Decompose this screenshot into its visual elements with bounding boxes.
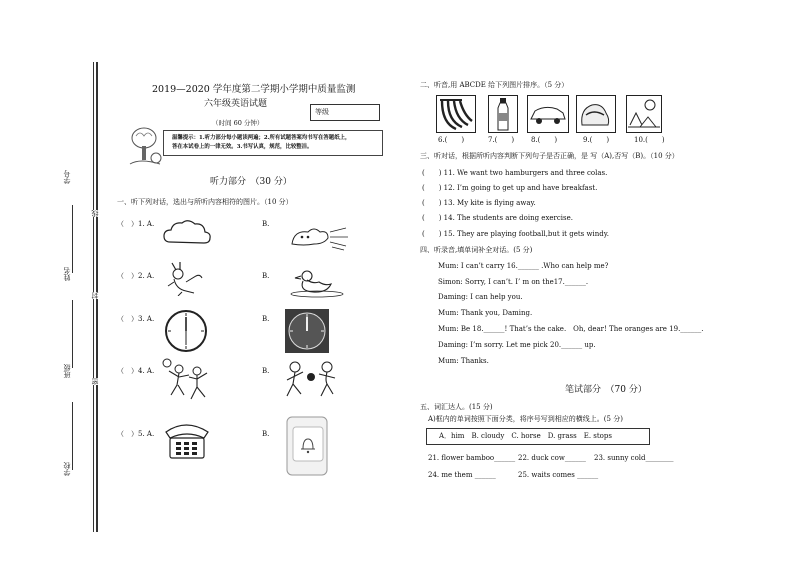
q4-line-6: Daming: I’m sorry. Let me pick 20.______ up. <box>438 341 596 349</box>
q1-item-2-b: B. <box>262 272 270 280</box>
q1-item-5-b: B. <box>262 430 270 438</box>
q1-item-3-b: B. <box>262 315 270 323</box>
listening-heading: 听力部分 （30 分） <box>210 177 292 187</box>
q2-title: 二、听音,用 ABCDE 给下列图片排序。（5 分） <box>420 81 569 89</box>
q1-item-5-number: （ ）5. A. <box>117 430 155 438</box>
q3-line-13: ( ) 13. My kite is flying away. <box>422 199 536 207</box>
class-label: 班级 <box>63 364 71 378</box>
q4-title: 四、听录音,填单词补全对话。(5 分) <box>420 246 533 254</box>
seat-label: 学号 <box>63 170 71 184</box>
written-heading: 笔试部分 （70 分） <box>565 385 647 395</box>
binding-seal-feng: 封 <box>91 292 99 299</box>
q5-item-21[interactable]: 21. flower bamboo______ <box>428 454 516 462</box>
wind-icon <box>288 222 350 252</box>
q5-item-25[interactable]: 25. waits comes ______ <box>518 471 599 479</box>
name-field-line[interactable] <box>72 205 73 273</box>
children-football-icon <box>281 357 341 403</box>
dark-clock-icon <box>285 309 329 353</box>
exam-subtitle: 六年级英语试题 <box>204 99 268 109</box>
class-field-line[interactable] <box>72 300 73 368</box>
q4-line-1: Mum: I can’t carry 16.______ .Who can help me? <box>438 262 609 270</box>
tree-decoration-icon <box>124 124 168 168</box>
bananas-icon <box>436 95 476 133</box>
q4-line-3: Daming: I can help you. <box>438 293 523 301</box>
q2-slot-8[interactable]: 8.( ) <box>531 136 558 144</box>
children-playing-icon <box>161 357 211 403</box>
q4-line-4: Mum: Thank you, Daming. <box>438 309 533 317</box>
q5a-title: A)框内的单词按照下面分类，将序号写到相应的横线上。(5 分) <box>428 415 623 423</box>
scene-icon <box>626 95 662 133</box>
grade-label: 等级 <box>315 108 329 116</box>
name-label: 姓名 <box>63 267 71 281</box>
q4-line-5: Mum: Be 18.______! That’s the cake. Oh, dear! The oranges are 19.______. <box>438 325 704 333</box>
bottle-icon <box>488 95 518 133</box>
q1-item-4-number: （ ）4. A. <box>117 367 155 375</box>
tips-line-1: 温馨提示：1.听力部分每小题读两遍；2.所有试题答案均书写在答题纸上， <box>172 135 351 141</box>
q3-title: 三、听对话，根据所听内容判断下列句子是否正确，是 写（A),否写（B)。（10 分） <box>420 152 679 160</box>
telephone-icon <box>162 422 212 462</box>
q2-slot-10[interactable]: 10.( ) <box>634 136 665 144</box>
q1-item-1-number: （ ）1. A. <box>117 220 155 228</box>
q5-item-23[interactable]: 23. sunny cold________ <box>594 454 674 462</box>
q4-line-7: Mum: Thanks. <box>438 357 489 365</box>
q5-title: 五、词汇达人。(15 分) <box>420 403 493 411</box>
backpack-icon <box>576 95 616 133</box>
grade-box[interactable] <box>310 104 380 121</box>
q1-item-4-b: B. <box>262 367 270 375</box>
q5-item-22[interactable]: 22. duck cow______ <box>518 454 586 462</box>
q3-line-14: ( ) 14. The students are doing exercise. <box>422 214 573 222</box>
tips-line-2: 答在本试卷上的一律无效。3.书写认真，规范，比较整洁。 <box>172 144 313 150</box>
q2-slot-7[interactable]: 7.( ) <box>488 136 515 144</box>
q1-item-3-number: （ ）3. A. <box>117 315 155 323</box>
binding-seal-xian: 线 <box>91 210 99 217</box>
rabbit-icon <box>162 262 208 296</box>
car-icon <box>527 95 569 133</box>
q4-line-2: Simon: Sorry, I can’t. I’ m on the17.______. <box>438 278 589 286</box>
q2-slot-6[interactable]: 6.( ) <box>438 136 465 144</box>
binding-seal-mi: 密 <box>91 378 99 385</box>
clock-icon <box>164 309 208 353</box>
word-options-box <box>426 428 650 445</box>
q5-item-24[interactable]: 24. me them ______ <box>428 471 496 479</box>
q1-item-1-b: B. <box>262 220 270 228</box>
school-field-line[interactable] <box>72 402 73 470</box>
cloud-icon <box>162 218 212 248</box>
exam-time: （时间 60 分钟） <box>212 119 264 127</box>
duck-icon <box>289 268 345 298</box>
tips-box <box>163 130 383 156</box>
q3-line-12: ( ) 12. I’m going to get up and have breakfast. <box>422 184 598 192</box>
word-options: A．him B. cloudy C. horse D. grass E. stops <box>439 432 612 440</box>
doorbell-icon <box>285 415 329 477</box>
q2-slot-9[interactable]: 9.( ) <box>583 136 610 144</box>
q1-item-2-number: （ ）2. A. <box>117 272 155 280</box>
q3-line-15: ( ) 15. They are playing football,but it gets windy. <box>422 230 609 238</box>
q1-title: 一、听下列对话，选出与所听内容相符的图片。（10 分） <box>117 198 293 206</box>
school-label: 学校 <box>63 462 71 476</box>
q3-line-11: ( ) 11. We want two hamburgers and three colas. <box>422 169 608 177</box>
exam-title: 2019—2020 学年度第二学期小学期中质量监测 <box>152 84 356 95</box>
